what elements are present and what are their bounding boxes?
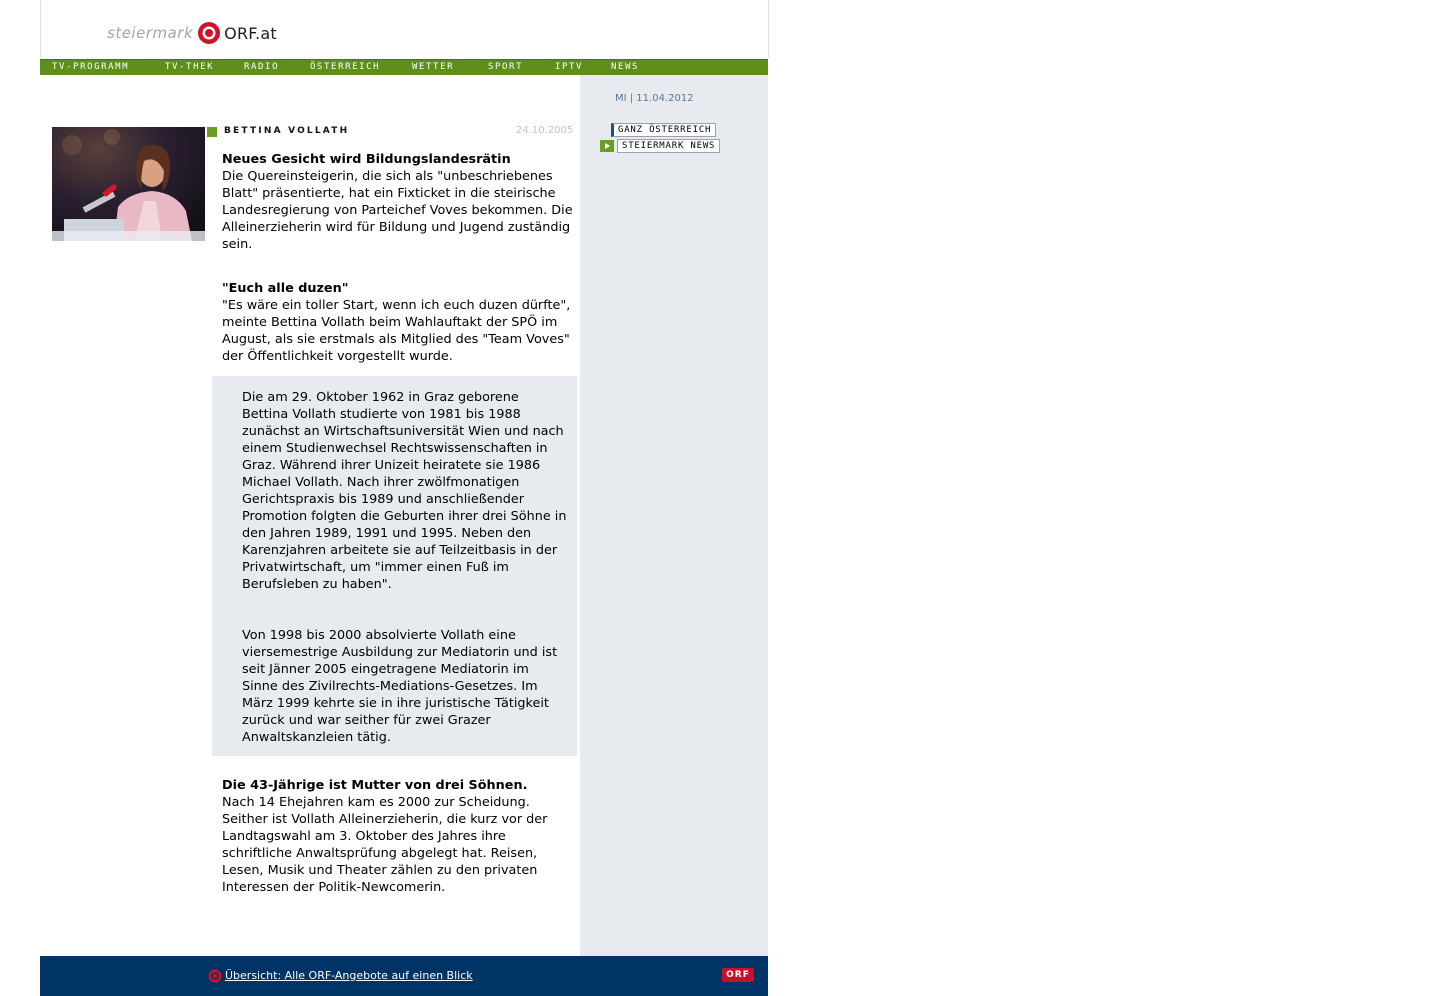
nav-item-tv-programm[interactable]: TV-PROGRAMM (52, 62, 130, 72)
paragraph-text: Nach 14 Ehejahren kam es 2000 zur Scheidung. Seither ist Vollath Alleinerzieherin, die kurz vor der Landtagswahl am 3. Oktober des Jahres ihre schriftliche Anwaltsprüfung abgelegt hat. Reisen, Lesen, Musik und Theater zählen zu den privaten Interessen der Politik-Newcomerin. (222, 795, 548, 895)
article-content (40, 75, 580, 956)
orf-ring-icon (208, 969, 222, 983)
main-navigation (40, 59, 768, 76)
article-paragraph (222, 280, 574, 365)
biography-box (212, 376, 577, 756)
nav-item-sport[interactable]: SPORT (488, 62, 524, 72)
nav-item-news[interactable]: NEWS (611, 62, 640, 72)
logo-region-text: steiermark (107, 24, 194, 42)
header (40, 0, 769, 58)
paragraph-text: "Es wäre ein toller Start, wenn ich euch duzen dürfte", meinte Bettina Vollath beim Wahlauftakt der SPÖ im August, als sie erstmals als Mitglied des "Team Voves" der Öffentlichkeit vorgestellt wurde. (222, 298, 571, 364)
orf-ring-icon (197, 21, 221, 45)
steiermark-news-button[interactable] (600, 139, 720, 153)
play-arrow-icon (600, 140, 614, 152)
article-date: 24.10.2005 (516, 125, 574, 136)
steiermark-news-label: STEIERMARK NEWS (617, 139, 720, 153)
paragraph-text: Die Quereinsteigerin, die sich als "unbeschriebenes Blatt" präsentierte, hat ein Fixticket in die steirische Landesregierung von Parteichef Voves bekommen. Die Alleinerzieherin wird für Bildung und Jugend zuständig sein. (222, 169, 573, 252)
orf-logo-badge[interactable]: ORF (722, 968, 754, 982)
article-paragraph (222, 151, 574, 253)
author-name: BETTINA VOLLATH (224, 126, 350, 136)
paragraph-heading: Die 43-Jährige ist Mutter von drei Söhnen. (222, 778, 528, 793)
page (40, 0, 768, 996)
nav-item-iptv[interactable]: IPTV (555, 62, 584, 72)
paragraph-heading: Neues Gesicht wird Bildungslandesrätin (222, 152, 511, 167)
nav-item-wetter[interactable]: WETTER (412, 62, 455, 72)
nav-item-tv-thek[interactable]: TV-THEK (165, 62, 215, 72)
sidebar (580, 75, 768, 956)
nav-item-oesterreich[interactable]: ÖSTERREICH (310, 62, 381, 72)
logo-brand-text: ORF.at (224, 23, 277, 43)
article-paragraph (222, 777, 574, 896)
ganz-oesterreich-button[interactable] (611, 123, 716, 137)
orf-overview-link[interactable]: Übersicht: Alle ORF-Angebote auf einen Blick (225, 969, 473, 982)
footer (40, 956, 768, 996)
nav-item-radio[interactable]: RADIO (244, 62, 280, 72)
article-photo (52, 127, 205, 241)
paragraph-heading: "Euch alle duzen" (222, 281, 349, 296)
author-marker (207, 127, 217, 137)
biography-paragraph: Die am 29. Oktober 1962 in Graz geborene Bettina Vollath studierte von 1981 bis 1988 zunächst an Wirtschaftsuniversität Wien und nach einem Studienwechsel Rechtswissenschaften in Graz. Während ihrer Unizeit heiratete sie 1986 Michael Vollath. Nach ihrer zwölfmonatigen Gerichtspraxis bis 1989 und anschließender Promotion folgten die Geburten ihrer drei Söhne in den Jahren 1989, 1991 und 1995. Neben den Karenzjahren arbeitete sie auf Teilzeitbasis in der Privatwirtschaft, um "immer einen Fuß im Berufsleben zu haben". (242, 390, 567, 592)
biography-paragraph: Von 1998 bis 2000 absolvierte Vollath eine viersemestrige Ausbildung zur Mediatorin und ist seit Jänner 2005 eingetragene Mediatorin im Sinne des Zivilrechts-Mediations-Gesetzes. Im März 1999 kehrte sie in ihre juristische Tätigkeit zurück und war seither für zwei Grazer Anwaltskanzleien tätig. (242, 628, 558, 745)
current-date: MI | 11.04.2012 (615, 93, 694, 104)
portrait-image (52, 127, 205, 241)
ganz-oesterreich-label: GANZ ÖSTERREICH (611, 123, 716, 137)
orf-steiermark-logo[interactable] (107, 20, 277, 46)
